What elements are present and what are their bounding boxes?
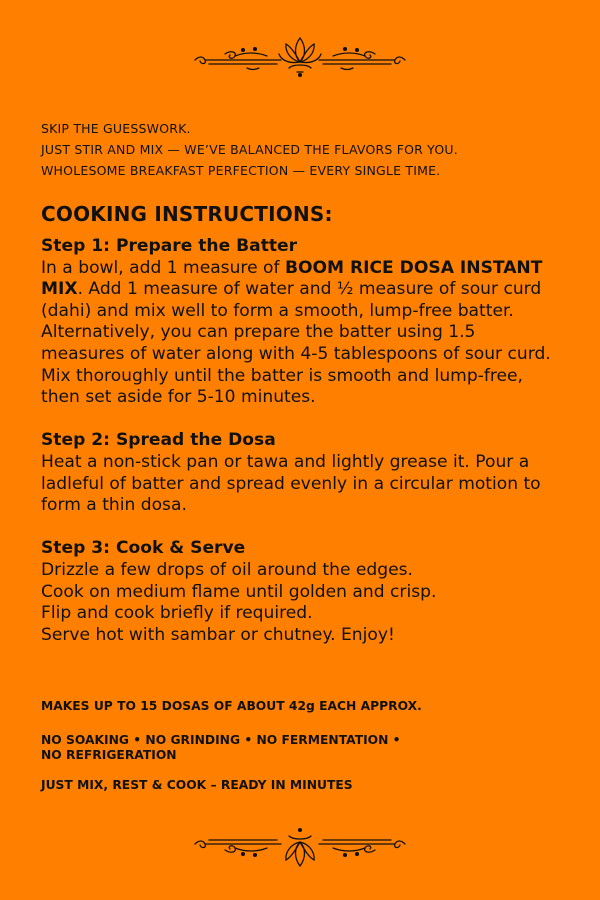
- steps-list: [41, 236, 561, 668]
- intro-line-3: WHOLESOME BREAKFAST PERFECTION — EVERY SINGLE TIME.: [41, 163, 441, 178]
- step-2: [41, 430, 561, 516]
- no-steps-line-2: NO REFRIGERATION: [41, 748, 177, 762]
- intro-line-1: SKIP THE GUESSWORK.: [41, 121, 191, 136]
- step-1-body-start: In a bowl, add 1 measure of: [41, 257, 285, 278]
- product-name: BOOM RICE DOSA INSTANT MIX: [41, 257, 543, 300]
- no-steps-note: [41, 733, 561, 763]
- step-1-body-end: . Add 1 measure of water and ½ measure of sour curd (dahi) and mix well to form a smooth, lump-free batter. Alternatively, you can prepare the batter using 1.5 measures of water along with 4-5 tablespoons of sour curd. Mix thoroughly until the batter is smooth and lump-free, then set aside for 5-10 minutes.: [41, 279, 551, 408]
- step-1-body: [41, 258, 551, 408]
- bottom-ornament-divider-icon: [185, 826, 415, 870]
- intro-line-2: JUST STIR AND MIX — WE’VE BALANCED THE FLAVORS FOR YOU.: [41, 142, 458, 157]
- step-3-line-1: Drizzle a few drops of oil around the edges.: [41, 559, 413, 580]
- step-2-body: Heat a non-stick pan or tawa and lightly grease it. Pour a ladleful of batter and spread evenly in a circular motion to form a thin dosa.: [41, 451, 541, 516]
- step-3-line-3: Flip and cook briefly if required.: [41, 603, 313, 624]
- step-3-title: Step 3: Cook & Serve: [41, 538, 246, 559]
- step-2-title: Step 2: Spread the Dosa: [41, 430, 276, 451]
- page-title: COOKING INSTRUCTIONS:: [41, 202, 333, 226]
- step-3-line-4: Serve hot with sambar or chutney. Enjoy!: [41, 624, 395, 645]
- step-3: [41, 538, 561, 646]
- step-1-title: Step 1: Prepare the Batter: [41, 236, 298, 256]
- tagline: JUST MIX, REST & COOK – READY IN MINUTES: [41, 778, 353, 792]
- step-3-line-2: Cook on medium flame until golden and crisp.: [41, 581, 437, 602]
- intro-text: [41, 118, 561, 181]
- step-1: [41, 236, 561, 409]
- top-ornament-divider-icon: [185, 34, 415, 78]
- no-steps-line-1: NO SOAKING • NO GRINDING • NO FERMENTATION •: [41, 733, 401, 747]
- yield-note: MAKES UP TO 15 DOSAS OF ABOUT 42g EACH APPROX.: [41, 699, 422, 713]
